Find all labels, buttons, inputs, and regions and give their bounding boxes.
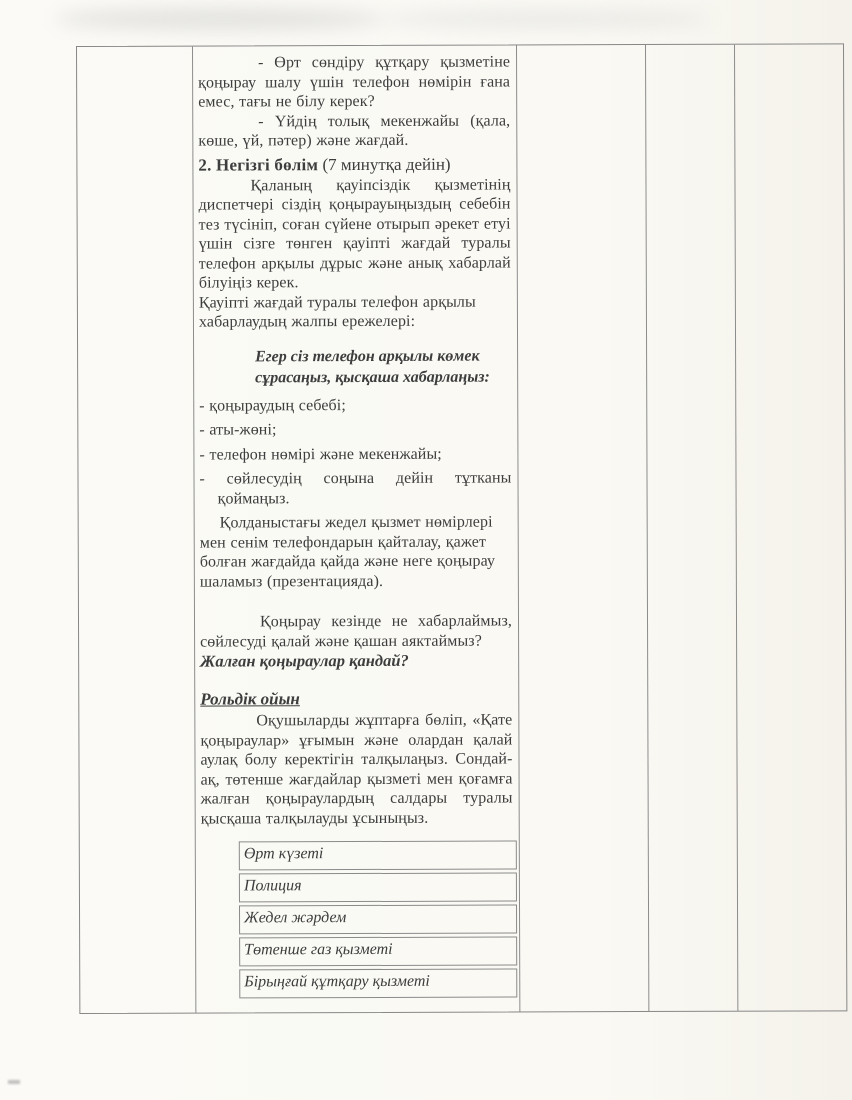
paragraph-repeat-numbers: Қолданыстағы жедел қызмет нөмірлері мен сенім телефондарын қайталау, қажет болған жағдайда қайда және неге қоңырау шаламыз (презентацияда). [199, 513, 496, 591]
service-row-police: Полиция [239, 872, 517, 902]
bullet-fire-service-question: - Өрт сөндіру құтқару қызметіне қоңырау шалу үшін телефон нөмірін ғана емес, тағы не білу керек? [198, 53, 511, 111]
callout-ask-help-by-phone: Егер сіз телефон арқылы көмек сұрасаңыз, қысқаша хабарлаңыз: [255, 347, 490, 386]
table-column-empty-3 [735, 44, 846, 1010]
table-column-empty-2 [646, 45, 738, 1011]
service-row-unified-rescue: Бірыңғай құтқару қызметі [239, 968, 517, 998]
rule-keep-line-open: - сөйлесудің соңына дейін тұтканы қоймаңыз. [199, 469, 512, 508]
paragraph-fake-calls-question: Жалған қоңыраулар қандай? [200, 650, 409, 671]
section-heading [198, 153, 510, 175]
emergency-services-table [239, 840, 518, 998]
rule-full-name: - аты-жөні; [199, 421, 277, 439]
scan-smudge [55, 8, 385, 30]
rule-call-reason: - қоңыраудың себебі; [199, 396, 346, 415]
table-column-stage [77, 47, 196, 1013]
paragraph-rules-lead: Қауіпті жағдай туралы телефон арқылы хабарлаудың жалпы ережелері: [198, 293, 476, 331]
paragraph-question-block [200, 611, 512, 671]
service-row-ambulance: Жедел жәрдем [239, 904, 517, 934]
lesson-plan-table [76, 43, 847, 1014]
paragraph-roleplay-instructions: Оқушыларды жұптарға бөліп, «Қате қоңыраулар» ұғымын және олардан қалай аулақ болу керектігін талқылаңыз. Сондай-ақ, төтенше жағдайлар қызметі мен қоғамға жалған қоңыраулардың салдары туралы қысқаша талқылауды ұсыныңыз. [200, 711, 513, 828]
section-heading-duration: (7 минутқа дейін) [322, 154, 451, 174]
service-row-fire-guard: Өрт күзеті [239, 840, 517, 870]
roleplay-heading: Рольдік ойын [200, 689, 300, 709]
paragraph-what-to-report: Қоңырау кезінде не хабарлаймыз, сөйлесуді қалай және қашан аяктаймыз? [200, 612, 513, 651]
table-column-activities [193, 45, 520, 1012]
section-heading-number-title: 2. Негізгі бөлім [198, 154, 319, 175]
paragraph-dispatcher-intro: Қаланың қауіпсіздік қызметінің диспетчері сіздің қоңырауыңыздың себебін тез түсініп, соған сүйене отырып әрекет етуі үшін сізге төнген қауіпті жағдай туралы телефон арқылы дұрыс және анық хабарлай білуіңіз керек. [198, 175, 511, 292]
scan-speck [8, 1080, 20, 1084]
rule-phone-and-address: - телефон нөмірі және мекенжайы; [199, 445, 442, 464]
table-column-empty-1 [517, 45, 649, 1011]
scan-smudge [380, 10, 710, 28]
service-row-gas-emergency: Төтенше газ қызметі [239, 936, 517, 966]
bullet-home-address: - Үйдің толық мекенжайы (қала, көше, үй, пәтер) және жағдай. [198, 111, 511, 150]
